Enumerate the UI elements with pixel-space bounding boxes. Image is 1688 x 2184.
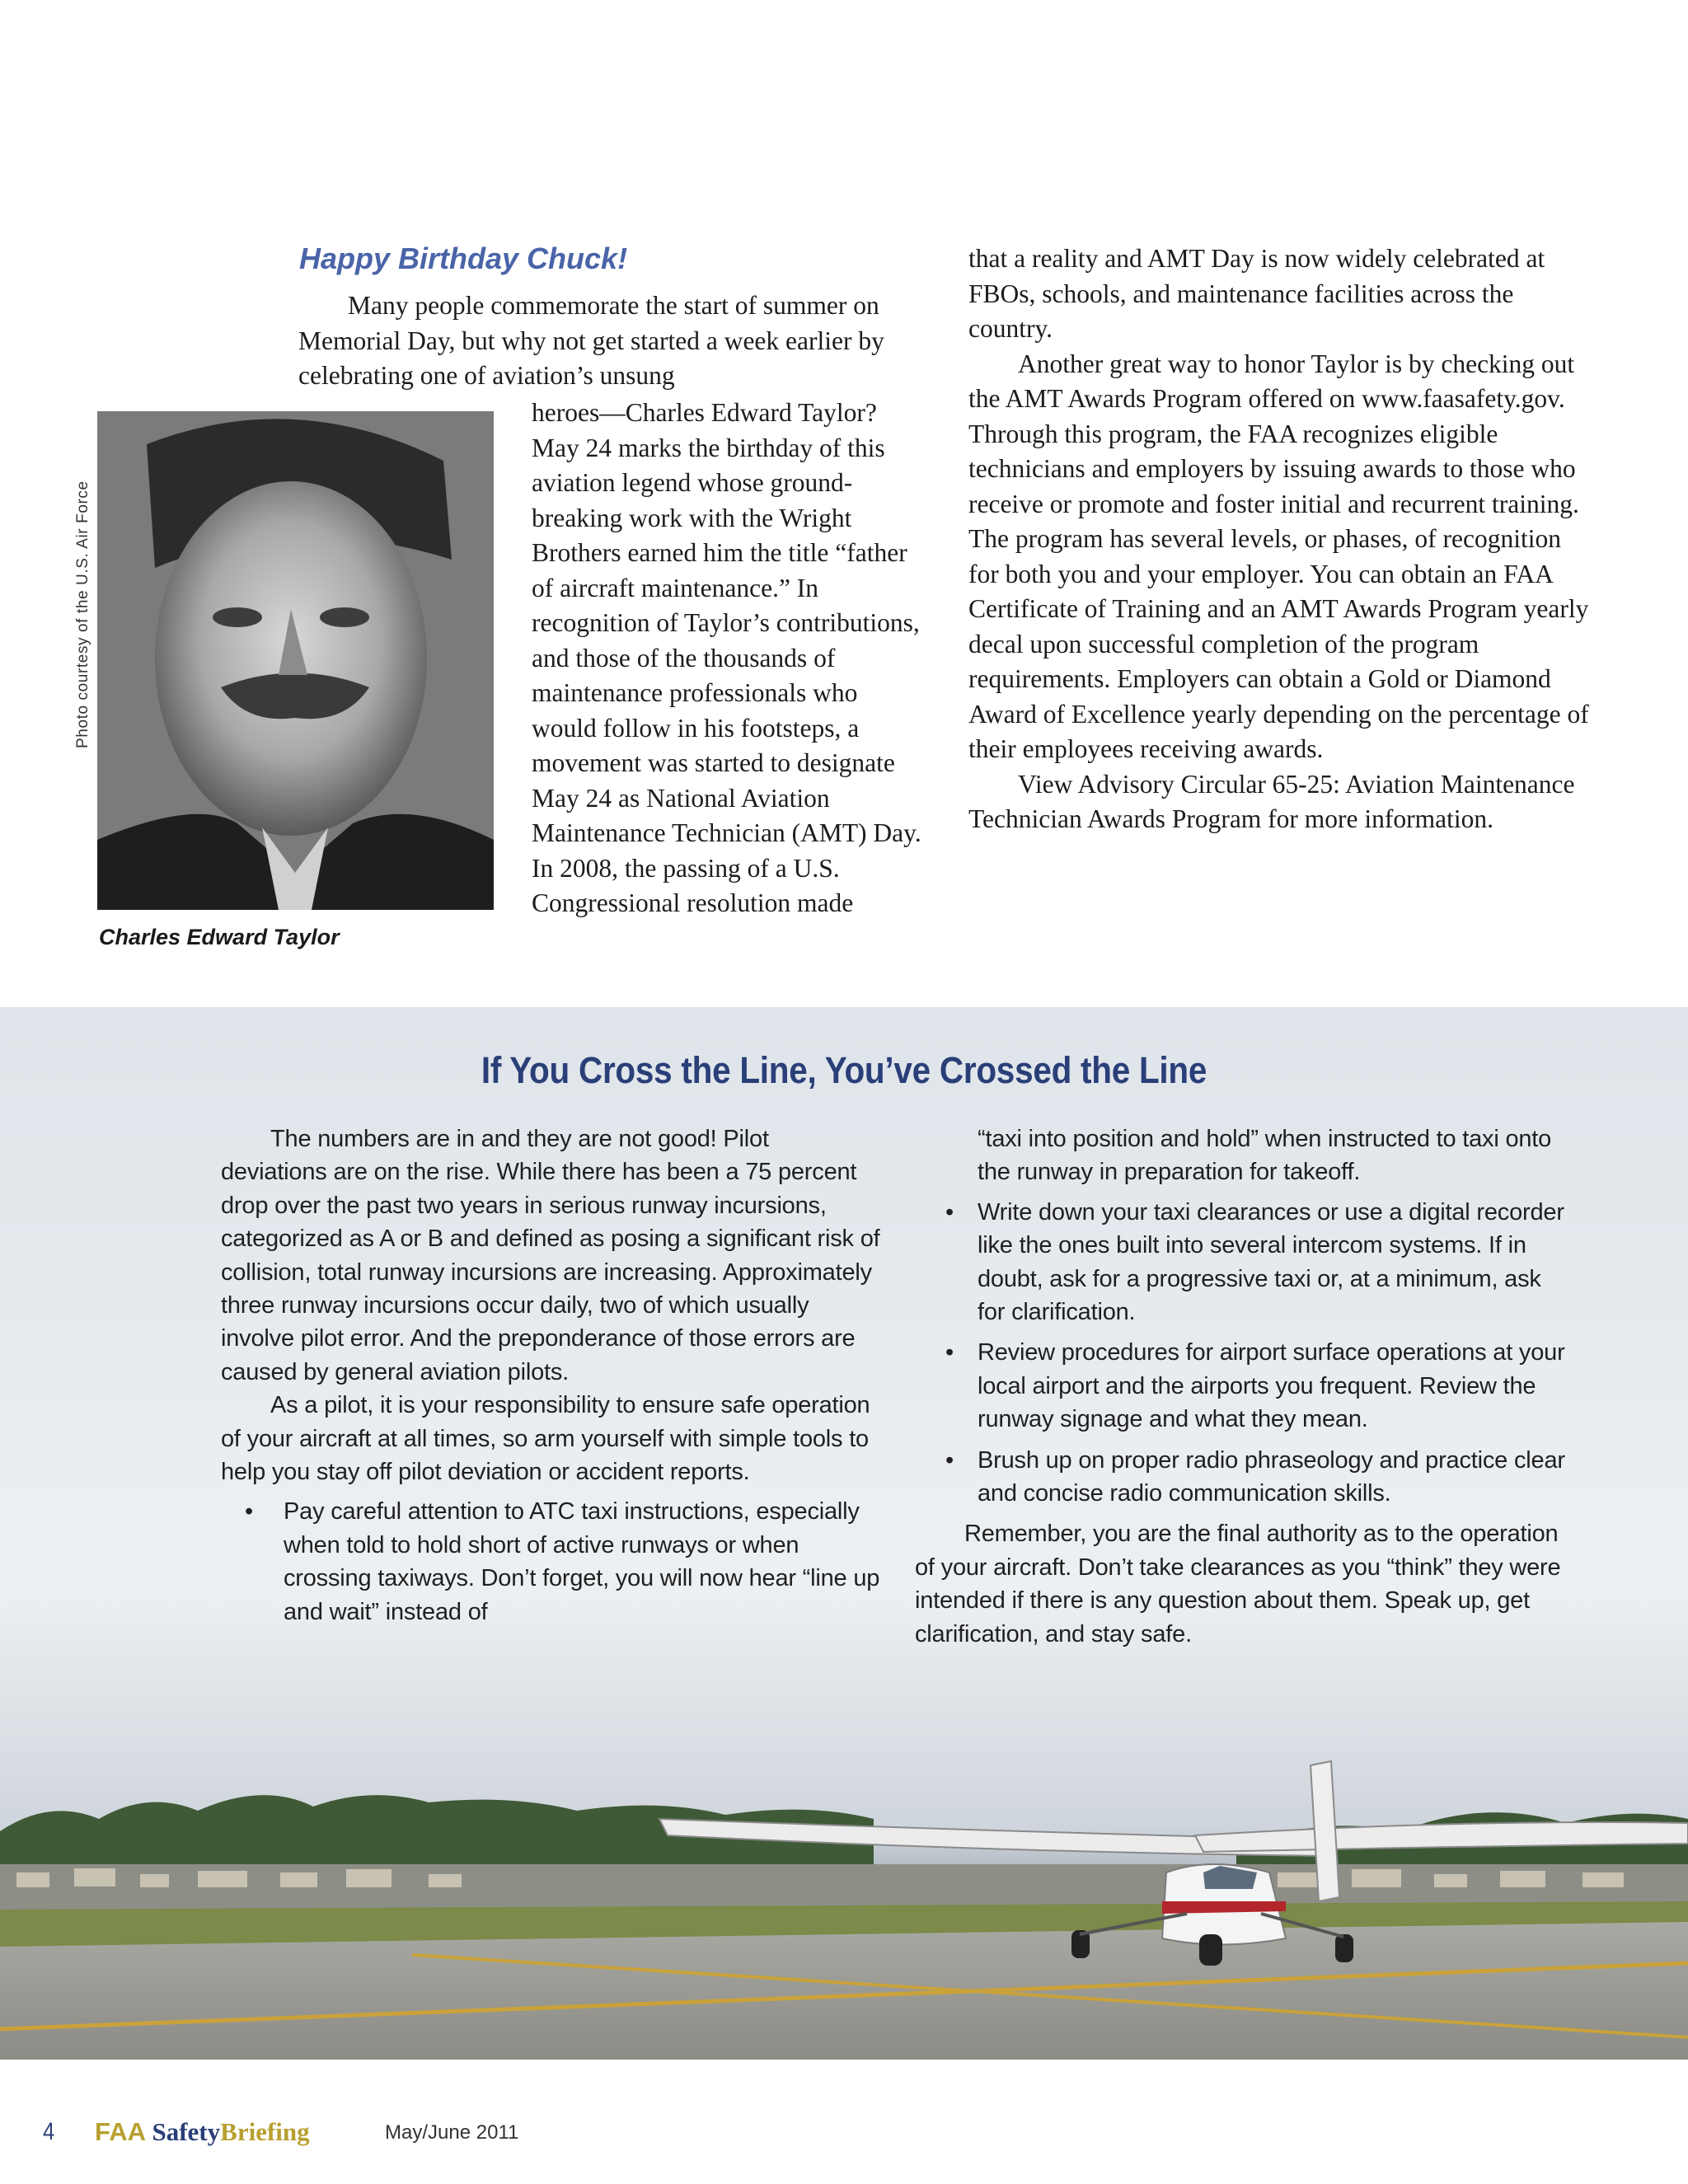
- paragraph: The numbers are in and they are not good! Pilot deviations are on the rise. While there has been a 75 percent drop over the past two years in serious runway incursions, categorized as A or B and defined as posing a significant risk of collision, total runway incursions are increasing. Approximately three runway incursions occur daily, two of which usually involve pilot error. And the preponderance of those errors are caused by general aviation pilots.: [221, 1126, 880, 1385]
- list-item: [221, 1495, 880, 1629]
- list-item: [915, 1196, 1574, 1329]
- issue-date: May/June 2011: [385, 2121, 519, 2144]
- article-right-column-2: [915, 1122, 1574, 1651]
- closing-paragraph: Remember, you are the final authority as to the operation of your aircraft. Don’t take clearances as you “think” they were intended if there is any question about them. Speak up, get clarification, and stay safe.: [915, 1521, 1561, 1647]
- photo-credit: Photo courtesy of the U.S. Air Force: [74, 480, 91, 748]
- list-item-text: Pay careful attention to ATC taxi instructions, especially when told to hold short of active runways or when crossing taxiways. Don’t forget, you will now hear “line up and wait” instead of: [284, 1498, 880, 1625]
- bullet-icon: •: [945, 1339, 954, 1366]
- list-item-text: Write down your taxi clearances or use a digital recorder like the ones built into several intercom systems. If in doubt, ask for a progressive taxi or, at a minimum, ask for clarification.: [978, 1198, 1564, 1326]
- article-title: Happy Birthday Chuck!: [299, 241, 628, 275]
- page-footer: [0, 2110, 1688, 2159]
- article-left-column: [221, 1122, 880, 1636]
- list-item-text: Review procedures for airport surface operations at your local airport and the airports you frequent. Review the runway signage and what they mean.: [978, 1339, 1565, 1433]
- list-item-text: Brush up on proper radio phraseology and practice clear and concise radio communication skills.: [978, 1446, 1565, 1507]
- portrait-illustration: [97, 411, 494, 910]
- logo-safety: Safety: [152, 2117, 221, 2146]
- logo-faa: FAA: [95, 2117, 145, 2146]
- tips-list: [221, 1495, 880, 1629]
- article-wrap-paragraph: [532, 396, 927, 921]
- paragraph: Many people commemorate the start of summer on Memorial Day, but why not get started a week earlier by celebrating one of aviation’s unsung: [298, 291, 884, 390]
- portrait-photo: [97, 411, 494, 910]
- article-headline: If You Cross the Line, You’ve Crossed the Line: [481, 1049, 1207, 1091]
- logo-briefing: Briefing: [220, 2117, 310, 2146]
- page-number: 4: [43, 2118, 55, 2145]
- photo-caption: Charles Edward Taylor: [99, 925, 340, 949]
- article-right-column: [968, 241, 1595, 837]
- bullet-icon: •: [945, 1198, 954, 1226]
- list-item: [915, 1444, 1574, 1511]
- paragraph: Another great way to honor Taylor is by checking out the AMT Awards Program offered on www.faasafety.gov. Through this program, the FAA recognizes eligible technicians and employers by issuing awards to those who receive or promote and foster initial and recurrent training. The program has several levels, or phases, of recognition for both you and your employer. You can obtain an FAA Certificate of Training and an AMT Awards Program yearly decal upon successful completion of the program requirements. Employers can obtain a Gold or Diamond Award of Excellence yearly depending on the percentage of their employees receiving awards.: [968, 349, 1589, 763]
- paragraph: heroes—Charles Edward Taylor? May 24 marks the birthday of this aviation legend whose ground-breaking work with the Wright Brothers earned him the title “father of aircraft maintenance.” In recognition of Taylor’s contributions, and those of the thousands of maintenance professionals who would follow in his footsteps, a movement was started to designate May 24 as National Aviation Maintenance Technician (AMT) Day. In 2008, the passing of a U.S. Congressional resolution made: [532, 398, 921, 917]
- paragraph: View Advisory Circular 65-25: Aviation Maintenance Technician Awards Program for more information.: [968, 769, 1575, 833]
- article-lead-paragraph: [298, 288, 925, 394]
- tips-list-continued: [915, 1196, 1574, 1511]
- list-item-continuation: “taxi into position and hold” when instructed to taxi onto the runway in preparation for takeoff.: [978, 1126, 1552, 1186]
- bullet-icon: •: [245, 1498, 253, 1526]
- bullet-icon: •: [945, 1446, 954, 1474]
- paragraph: As a pilot, it is your responsibility to ensure safe operation of your aircraft at all times, so arm yourself with simple tools to help you stay off pilot deviation or accident reports.: [221, 1392, 870, 1486]
- list-item: [915, 1336, 1574, 1436]
- publication-logo: [95, 2117, 310, 2147]
- paragraph: that a reality and AMT Day is now widely celebrated at FBOs, schools, and maintenance facilities across the country.: [968, 244, 1545, 343]
